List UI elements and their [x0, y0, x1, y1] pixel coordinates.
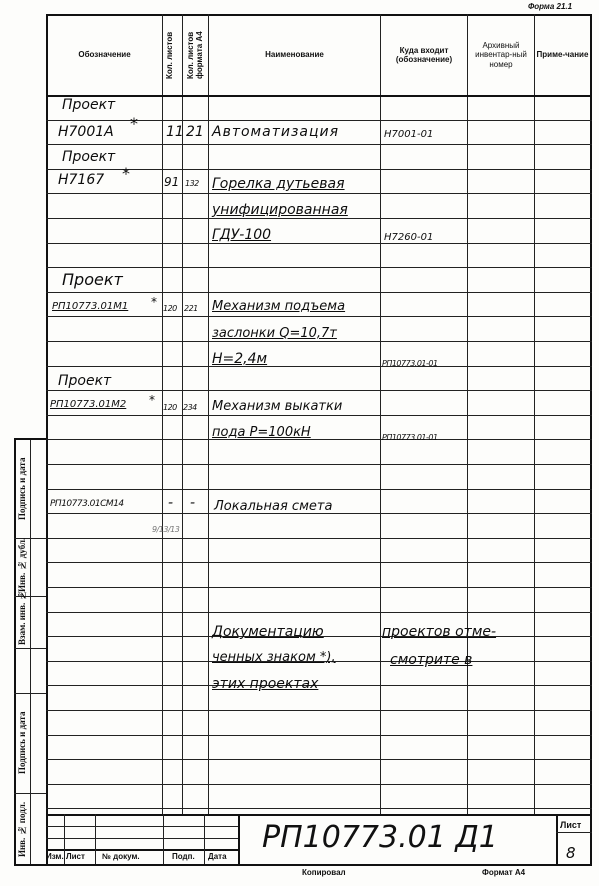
side-label-sign-date-1: Подпись и дата [17, 457, 27, 521]
header-note: Приме-чание [536, 50, 589, 60]
row5-name: унифицированная [212, 202, 348, 218]
footer-copied: Копировал [302, 868, 346, 877]
row9-star: * [151, 295, 157, 309]
row9-designation: РП10773.01М1 [52, 301, 129, 312]
row1-designation: Проект [62, 97, 116, 113]
row-line [46, 489, 592, 490]
row13-designation: РП10773.01М2 [50, 399, 127, 410]
row6-name: ГДУ-100 [212, 227, 272, 243]
row-line [46, 464, 592, 465]
row-line [46, 439, 592, 440]
row22-where: проектов отме- [382, 624, 497, 640]
row23-where: смотрите в [390, 652, 473, 668]
side-label-dubl: Инв. № дубл. [17, 537, 27, 592]
row-line [46, 685, 592, 686]
row-line [46, 612, 592, 613]
col-sign: Подп. [172, 852, 195, 861]
row22-name: Документацию [212, 624, 324, 640]
row-line [46, 587, 592, 588]
row4-sheets: 91 [164, 175, 180, 189]
row10-name: заслонки Q=10,7т [212, 326, 337, 341]
row-line [46, 538, 592, 539]
row23-name: ченных знаком *), [212, 650, 336, 665]
row12-designation: Проект [58, 373, 112, 389]
row-line [46, 193, 592, 194]
row9-a4: 221 [184, 304, 198, 313]
row-line [46, 415, 592, 416]
row18-stamp: 9/13/13 [152, 525, 180, 534]
row11-name: Н=2,4м [212, 351, 268, 367]
row4-name: Горелка дутьевая [212, 176, 345, 192]
row13-name: Механизм выкатки [212, 399, 343, 414]
row-line [46, 562, 592, 563]
row14-name: пода Р=100кН [212, 425, 311, 440]
header-sheets-a4: Кол. листов формата А4 [186, 31, 204, 79]
row8-designation: Проект [62, 270, 123, 289]
row17-sheets: - [168, 495, 174, 511]
row13-a4: 234 [183, 403, 197, 412]
row17-designation: РП10773.01СМ14 [50, 499, 124, 509]
row11-where: РП10773.01-01 [382, 359, 438, 368]
row-line [46, 292, 592, 293]
sheet-number: 8 [566, 844, 576, 862]
row-line [46, 784, 592, 785]
row2-star: * [130, 114, 138, 133]
row-line [46, 144, 592, 145]
row-line [46, 341, 592, 342]
row2-name: Автоматизация [212, 124, 340, 140]
header-sheets-count: Кол. листов [165, 31, 174, 79]
row-line [46, 710, 592, 711]
row13-sheets: 120 [163, 403, 177, 412]
row2-a4: 21 [186, 124, 204, 140]
row-line [46, 243, 592, 244]
header-where-used: Куда входит (обозначение) [395, 45, 453, 64]
row6-where: Н7260-01 [384, 232, 434, 243]
row13-star: * [149, 393, 155, 407]
row-line [46, 759, 592, 760]
row2-designation: Н7001А [58, 124, 114, 140]
row17-a4: - [190, 495, 196, 511]
row3-designation: Проект [62, 149, 116, 165]
row-line [46, 390, 592, 391]
row17-name: Локальная смета [214, 499, 333, 514]
col-izm: Изм. [46, 852, 64, 861]
row-line [46, 267, 592, 268]
footer-format: Формат А4 [482, 868, 526, 877]
row-line [46, 808, 592, 809]
side-label-podl: Инв. № подл. [17, 801, 27, 857]
row-line [46, 120, 592, 121]
row4-designation: Н7167 [58, 172, 105, 188]
header-name: Наименование [265, 50, 324, 60]
row9-sheets: 120 [163, 304, 177, 313]
col-doc-no: № докум. [102, 852, 140, 861]
row2-sheets: 11 [166, 124, 184, 140]
row4-star: * [122, 164, 130, 183]
side-label-sign-date-2: Подпись и дата [17, 711, 27, 775]
form-label: Форма 21.1 [528, 2, 573, 11]
sheet-label: Лист [560, 820, 582, 830]
row14-where: РП10773.01-01 [382, 433, 438, 442]
header-designation: Обозначение [78, 50, 131, 60]
header-archive: Архивный инвентар-ный номер [475, 41, 527, 69]
row2-where: Н7001-01 [384, 129, 434, 140]
row4-a4: 132 [185, 179, 199, 188]
document-code: РП10773.01 Д1 [262, 820, 498, 855]
row-line [46, 366, 592, 367]
row9-name: Механизм подъема [212, 299, 346, 314]
row-line [46, 316, 592, 317]
col-list: Лист [66, 852, 85, 861]
row24-name: этих проектах [212, 676, 319, 692]
row-line [46, 218, 592, 219]
row-line [46, 735, 592, 736]
side-label-vzam: Взам. инв. № [17, 590, 27, 645]
col-date: Дата [208, 852, 227, 861]
